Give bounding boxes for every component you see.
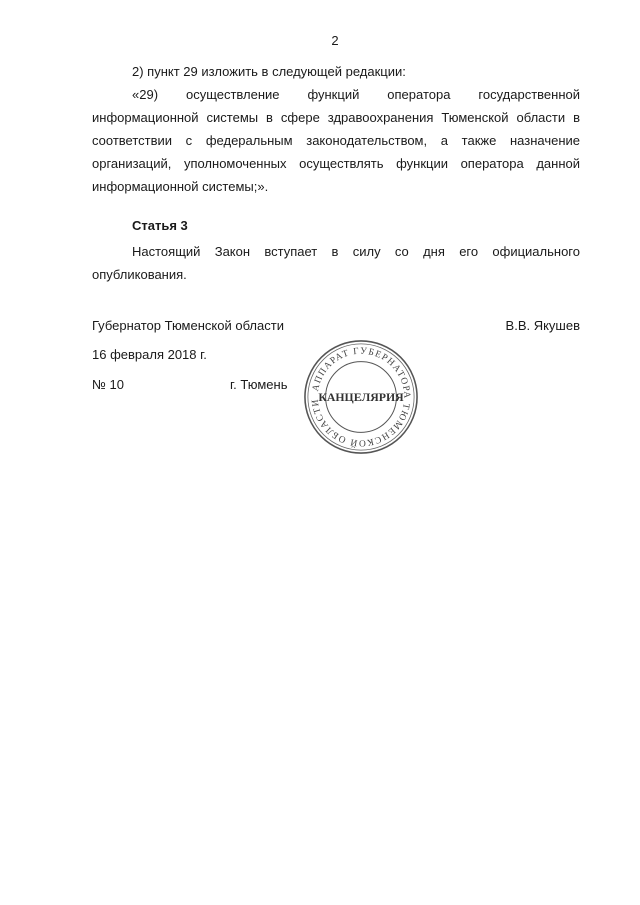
page-number: 2 <box>331 33 339 48</box>
signatory-name: В.В. Якушев <box>505 318 580 333</box>
office-seal <box>302 338 420 456</box>
article-3-paragraph: Настоящий Закон вступает в силу со дня его официального опубликования. <box>92 244 580 282</box>
article-heading: Статья 3 <box>132 218 188 233</box>
seal-center-text: КАНЦЕЛЯРИЯ <box>318 389 404 404</box>
signing-city: г. Тюмень <box>230 377 288 392</box>
signing-date: 16 февраля 2018 г. <box>92 347 207 362</box>
item-29-paragraph: «29) осуществление функций оператора государственной информационной системы в сфере здравоохранения Тюменской области в соответствии с федеральным законодательством, а также назначение организаций, уполномоченных осуществлять функции оператора данной информационной системы;». <box>92 87 580 194</box>
law-number: № 10 <box>92 377 125 392</box>
signatory-position: Губернатор Тюменской области <box>92 318 284 333</box>
item-2-paragraph: 2) пункт 29 изложить в следующей редакции: <box>132 64 406 79</box>
seal-outer-text: АППАРАТ ГУБЕРНАТОРА ТЮМЕНСКОЙ ОБЛАСТИ <box>310 346 412 448</box>
article-3-text-block <box>92 240 580 286</box>
amendment-text <box>92 60 580 198</box>
